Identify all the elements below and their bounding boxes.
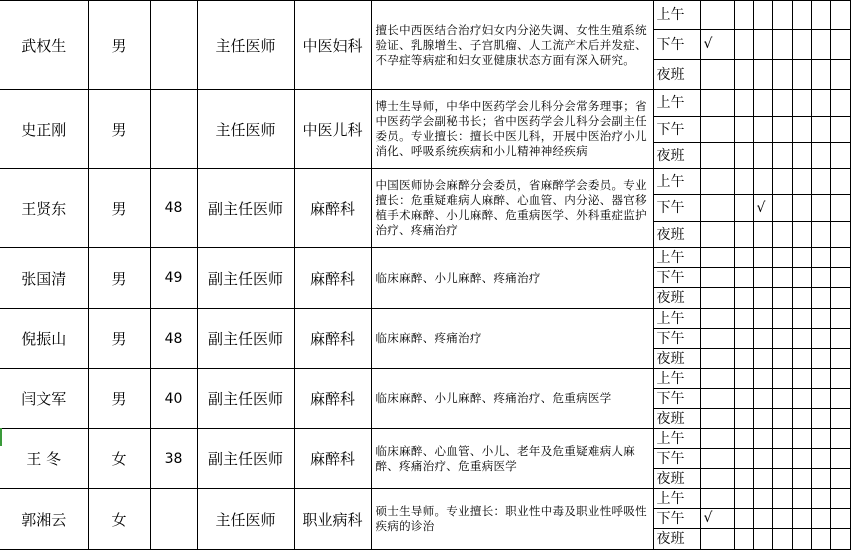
shift-label: 夜班 [653,469,700,489]
shift-check-cell[interactable] [772,349,792,369]
shift-check-cell[interactable] [772,429,792,449]
table-row [0,309,851,329]
shift-check-cell[interactable] [772,90,792,117]
shift-check-cell[interactable] [811,248,830,268]
shift-check-cell[interactable] [811,1,830,30]
shift-check-cell[interactable] [792,268,811,288]
shift-check-cell[interactable] [792,143,811,169]
shift-check-cell[interactable] [811,195,830,222]
shift-check-cell[interactable] [792,529,811,550]
shift-check-cell[interactable] [830,449,850,469]
shift-check-cell[interactable] [753,1,772,30]
doctor-department: 职业病科 [294,489,371,550]
shift-check-cell[interactable] [753,268,772,288]
doctor-age: 48 [150,169,197,248]
shift-label: 上午 [653,429,700,449]
shift-label: 上午 [653,169,700,195]
shift-check-cell[interactable] [792,169,811,195]
shift-label: 夜班 [653,409,700,429]
shift-check-cell[interactable] [772,169,792,195]
doctor-age [150,489,197,550]
shift-check-cell[interactable] [753,529,772,550]
doctor-specialty-cell [371,90,653,169]
shift-check-cell[interactable] [700,60,734,90]
shift-label: 夜班 [653,288,700,309]
shift-label: 上午 [653,90,700,117]
shift-check-cell[interactable] [700,529,734,550]
shift-check-cell[interactable] [811,268,830,288]
shift-check-cell[interactable] [792,409,811,429]
shift-check-cell[interactable] [792,195,811,222]
shift-check-cell[interactable] [753,389,772,409]
shift-check-cell[interactable] [753,169,772,195]
shift-check-cell[interactable] [772,60,792,90]
shift-check-cell[interactable] [700,30,734,60]
doctor-department: 麻醉科 [294,309,371,369]
doctor-specialty: 临床麻醉、小儿麻醉、疼痛治疗 [375,270,541,285]
shift-check-cell[interactable] [830,349,850,369]
doctor-specialty-cell [371,309,653,369]
shift-check-cell[interactable] [811,469,830,489]
shift-label: 夜班 [653,143,700,169]
doctor-gender: 女 [88,429,150,489]
table-row [0,1,851,30]
shift-check-cell[interactable] [772,389,792,409]
shift-label: 下午 [653,195,700,222]
doctor-gender: 男 [88,1,150,90]
shift-check-cell[interactable] [734,449,753,469]
shift-check-cell[interactable] [792,469,811,489]
shift-label: 上午 [653,369,700,389]
shift-label: 上午 [653,1,700,30]
shift-check-cell[interactable] [772,30,792,60]
doctor-name: 郭湘云 [0,489,88,550]
shift-check-cell[interactable] [734,222,753,248]
shift-check-cell[interactable] [700,449,734,469]
shift-check-cell[interactable] [700,1,734,30]
doctor-gender: 男 [88,309,150,369]
shift-check-cell[interactable] [734,489,753,509]
shift-check-cell[interactable] [792,309,811,329]
table-row [0,248,851,268]
shift-check-cell[interactable] [772,248,792,268]
shift-check-cell[interactable] [700,143,734,169]
shift-check-cell[interactable] [734,509,753,529]
shift-check-cell[interactable] [811,529,830,550]
shift-check-cell[interactable] [830,248,850,268]
shift-check-cell[interactable] [734,90,753,117]
shift-check-cell[interactable] [792,90,811,117]
doctor-specialty: 临床麻醉、疼痛治疗 [375,331,482,345]
shift-label: 夜班 [653,529,700,550]
doctor-age: 40 [150,369,197,429]
doctor-gender: 男 [88,369,150,429]
doctor-specialty: 擅长中西医结合治疗妇女内分泌失调、女性生殖系统验证、乳腺增生、子宫肌瘤、人工流产术后并发症、不孕症等病症和妇女亚健康状态方面有深入研究。 [375,22,647,67]
shift-label: 下午 [653,509,700,529]
shift-check-cell[interactable] [830,268,850,288]
table-row [0,369,851,389]
shift-check-cell[interactable] [792,369,811,389]
shift-check-cell[interactable] [811,369,830,389]
doctor-name: 武权生 [0,1,88,90]
shift-check-mark: √ [756,199,766,216]
doctor-department: 麻醉科 [294,369,371,429]
doctor-age: 38 [150,429,197,489]
shift-check-cell[interactable] [753,30,772,60]
doctor-title: 副主任医师 [197,369,294,429]
shift-check-cell[interactable] [753,288,772,309]
shift-check-cell[interactable] [753,117,772,143]
doctor-specialty-cell [371,489,653,550]
shift-check-cell[interactable] [772,329,792,349]
shift-check-cell[interactable] [811,449,830,469]
shift-check-cell[interactable] [772,309,792,329]
shift-check-mark: √ [703,510,713,526]
shift-check-cell[interactable] [734,60,753,90]
doctor-name: 史正刚 [0,90,88,169]
shift-check-cell[interactable] [753,309,772,329]
doctor-department: 中医妇科 [294,1,371,90]
shift-check-cell[interactable] [830,169,850,195]
doctor-title: 副主任医师 [197,248,294,309]
shift-check-cell[interactable] [830,489,850,509]
shift-check-cell[interactable] [753,349,772,369]
doctor-gender: 男 [88,248,150,309]
doctor-specialty: 硕士生导师。专业擅长：职业性中毒及职业性呼吸性疾病的诊治 [375,504,647,533]
doctor-name: 闫文军 [0,369,88,429]
shift-check-cell[interactable] [772,222,792,248]
shift-check-cell[interactable] [734,329,753,349]
shift-check-cell[interactable] [830,117,850,143]
shift-label: 夜班 [653,60,700,90]
shift-check-cell[interactable] [811,509,830,529]
schedule-body [0,1,851,550]
shift-check-cell[interactable] [830,1,850,30]
shift-check-cell[interactable] [734,369,753,389]
table-row [0,169,851,195]
shift-check-cell[interactable] [772,268,792,288]
shift-check-cell[interactable] [753,369,772,389]
shift-check-cell[interactable] [830,389,850,409]
shift-check-cell[interactable] [700,349,734,369]
shift-check-cell[interactable] [753,248,772,268]
doctor-specialty-cell [371,169,653,248]
doctor-department: 麻醉科 [294,248,371,309]
doctor-specialty-cell [371,429,653,489]
doctor-age [150,1,197,90]
shift-check-cell[interactable] [753,409,772,429]
shift-check-cell[interactable] [830,143,850,169]
shift-check-cell[interactable] [700,429,734,449]
shift-label: 夜班 [653,222,700,248]
shift-check-cell[interactable] [830,509,850,529]
shift-check-cell[interactable] [700,117,734,143]
shift-check-cell[interactable] [734,469,753,489]
doctor-specialty: 博士生导师，中华中医药学会儿科分会常务理事；省中医药学会副秘书长；省中医药学会儿科分会副主任委员。专业擅长：擅长中医儿科，开展中医治疗小儿消化、呼吸系统疾病和小儿精神神经疾病 [375,99,647,158]
shift-check-cell[interactable] [700,248,734,268]
shift-check-cell[interactable] [772,143,792,169]
shift-check-cell[interactable] [753,429,772,449]
shift-check-cell[interactable] [792,389,811,409]
doctor-specialty-cell [371,248,653,309]
doctor-department: 麻醉科 [294,169,371,248]
shift-check-cell[interactable] [734,349,753,369]
shift-check-cell[interactable] [792,117,811,143]
doctor-name: 倪振山 [0,309,88,369]
shift-check-cell[interactable] [734,1,753,30]
table-row [0,489,851,509]
shift-label: 上午 [653,309,700,329]
shift-check-cell[interactable] [700,268,734,288]
doctor-name: 王贤东 [0,169,88,248]
shift-check-cell[interactable] [734,117,753,143]
shift-check-cell[interactable] [734,288,753,309]
shift-check-cell[interactable] [830,195,850,222]
shift-check-cell[interactable] [700,489,734,509]
shift-check-mark: √ [703,36,713,52]
shift-check-cell[interactable] [734,143,753,169]
shift-check-cell[interactable] [792,1,811,30]
table-row [0,429,851,449]
shift-check-cell[interactable] [811,30,830,60]
shift-check-cell[interactable] [734,169,753,195]
shift-check-cell[interactable] [772,529,792,550]
doctor-title: 主任医师 [197,90,294,169]
shift-check-cell[interactable] [811,489,830,509]
shift-check-cell[interactable] [700,509,734,529]
shift-check-cell[interactable] [792,349,811,369]
shift-check-cell[interactable] [792,429,811,449]
shift-check-cell[interactable] [772,409,792,429]
shift-check-cell[interactable] [792,222,811,248]
doctor-title: 副主任医师 [197,169,294,248]
shift-check-cell[interactable] [753,489,772,509]
shift-check-cell[interactable] [792,288,811,309]
shift-check-cell[interactable] [753,449,772,469]
shift-check-cell[interactable] [700,469,734,489]
doctor-title: 副主任医师 [197,429,294,489]
shift-check-cell[interactable] [772,195,792,222]
shift-check-cell[interactable] [830,60,850,90]
shift-check-cell[interactable] [753,90,772,117]
row-marker [0,428,2,446]
shift-check-cell[interactable] [811,169,830,195]
doctor-title: 主任医师 [197,489,294,550]
shift-check-cell[interactable] [792,248,811,268]
shift-check-cell[interactable] [811,288,830,309]
shift-check-cell[interactable] [811,60,830,90]
shift-check-cell[interactable] [700,288,734,309]
shift-check-cell[interactable] [830,469,850,489]
doctor-age: 48 [150,309,197,369]
shift-label: 上午 [653,248,700,268]
shift-check-cell[interactable] [700,409,734,429]
shift-check-cell[interactable] [772,489,792,509]
shift-check-cell[interactable] [830,329,850,349]
shift-check-cell[interactable] [734,195,753,222]
shift-label: 下午 [653,389,700,409]
doctor-name: 张国清 [0,248,88,309]
shift-check-cell[interactable] [811,143,830,169]
shift-check-cell[interactable] [753,469,772,489]
shift-check-cell[interactable] [734,268,753,288]
shift-check-cell[interactable] [811,329,830,349]
shift-check-cell[interactable] [811,349,830,369]
doctor-department: 中医儿科 [294,90,371,169]
doctor-specialty-cell [371,1,653,90]
shift-check-cell[interactable] [734,309,753,329]
doctor-specialty: 临床麻醉、心血管、小儿、老年及危重疑难病人麻醉、疼痛治疗、危重病医学 [375,443,636,473]
shift-check-cell[interactable] [792,60,811,90]
shift-check-cell[interactable] [811,309,830,329]
shift-check-cell[interactable] [811,429,830,449]
doctor-name: 王 冬 [0,429,88,489]
shift-check-cell[interactable] [753,329,772,349]
shift-check-cell[interactable] [811,90,830,117]
shift-check-cell[interactable] [792,449,811,469]
shift-check-cell[interactable] [753,222,772,248]
shift-check-cell[interactable] [700,195,734,222]
doctor-title: 副主任医师 [197,309,294,369]
shift-check-cell[interactable] [830,90,850,117]
shift-check-cell[interactable] [811,117,830,143]
shift-check-cell[interactable] [830,222,850,248]
shift-check-cell[interactable] [700,389,734,409]
table-row [0,90,851,117]
shift-check-cell[interactable] [792,509,811,529]
shift-check-cell[interactable] [811,409,830,429]
doctor-specialty: 中国医师协会麻醉分会委员，省麻醉学会委员。专业擅长：危重疑难病人麻醉、心血管、内分泌、器官移植手术麻醉、小儿麻醉、危重病医学、外科重症监护治疗、疼痛治疗 [375,178,647,237]
shift-check-cell[interactable] [772,117,792,143]
shift-check-cell[interactable] [734,389,753,409]
doctor-title: 主任医师 [197,1,294,90]
shift-check-cell[interactable] [734,248,753,268]
shift-check-cell[interactable] [830,30,850,60]
shift-check-cell[interactable] [830,429,850,449]
shift-label: 下午 [653,449,700,469]
shift-check-cell[interactable] [830,309,850,329]
shift-check-cell[interactable] [772,288,792,309]
shift-label: 夜班 [653,349,700,369]
doctor-gender: 男 [88,90,150,169]
shift-label: 下午 [653,268,700,288]
shift-check-cell[interactable] [700,169,734,195]
shift-label: 下午 [653,30,700,60]
doctor-age: 49 [150,248,197,309]
doctor-age [150,90,197,169]
shift-check-cell[interactable] [772,449,792,469]
shift-check-cell[interactable] [734,30,753,60]
shift-check-cell[interactable] [830,529,850,550]
shift-check-cell[interactable] [811,389,830,409]
doctor-specialty-cell [371,369,653,429]
doctor-specialty: 临床麻醉、小儿麻醉、疼痛治疗、危重病医学 [375,391,612,405]
doctor-gender: 男 [88,169,150,248]
shift-check-cell[interactable] [830,409,850,429]
doctor-gender: 女 [88,489,150,550]
shift-check-cell[interactable] [753,60,772,90]
shift-check-cell[interactable] [700,222,734,248]
shift-check-cell[interactable] [753,143,772,169]
shift-check-cell[interactable] [700,90,734,117]
shift-check-cell[interactable] [772,369,792,389]
shift-check-cell[interactable] [734,429,753,449]
shift-check-cell[interactable] [830,369,850,389]
shift-check-cell[interactable] [700,329,734,349]
shift-check-cell[interactable] [772,469,792,489]
shift-label: 下午 [653,117,700,143]
shift-check-cell[interactable] [734,529,753,550]
shift-check-cell[interactable] [734,409,753,429]
shift-check-cell[interactable] [753,195,772,222]
shift-check-cell[interactable] [772,1,792,30]
shift-label: 下午 [653,329,700,349]
shift-check-cell[interactable] [792,329,811,349]
doctor-department: 麻醉科 [294,429,371,489]
shift-check-cell[interactable] [830,288,850,309]
shift-check-cell[interactable] [772,509,792,529]
shift-label: 上午 [653,489,700,509]
shift-check-cell[interactable] [792,489,811,509]
shift-check-cell[interactable] [700,309,734,329]
shift-check-cell[interactable] [753,509,772,529]
shift-check-cell[interactable] [792,30,811,60]
shift-check-cell[interactable] [700,369,734,389]
shift-check-cell[interactable] [811,222,830,248]
